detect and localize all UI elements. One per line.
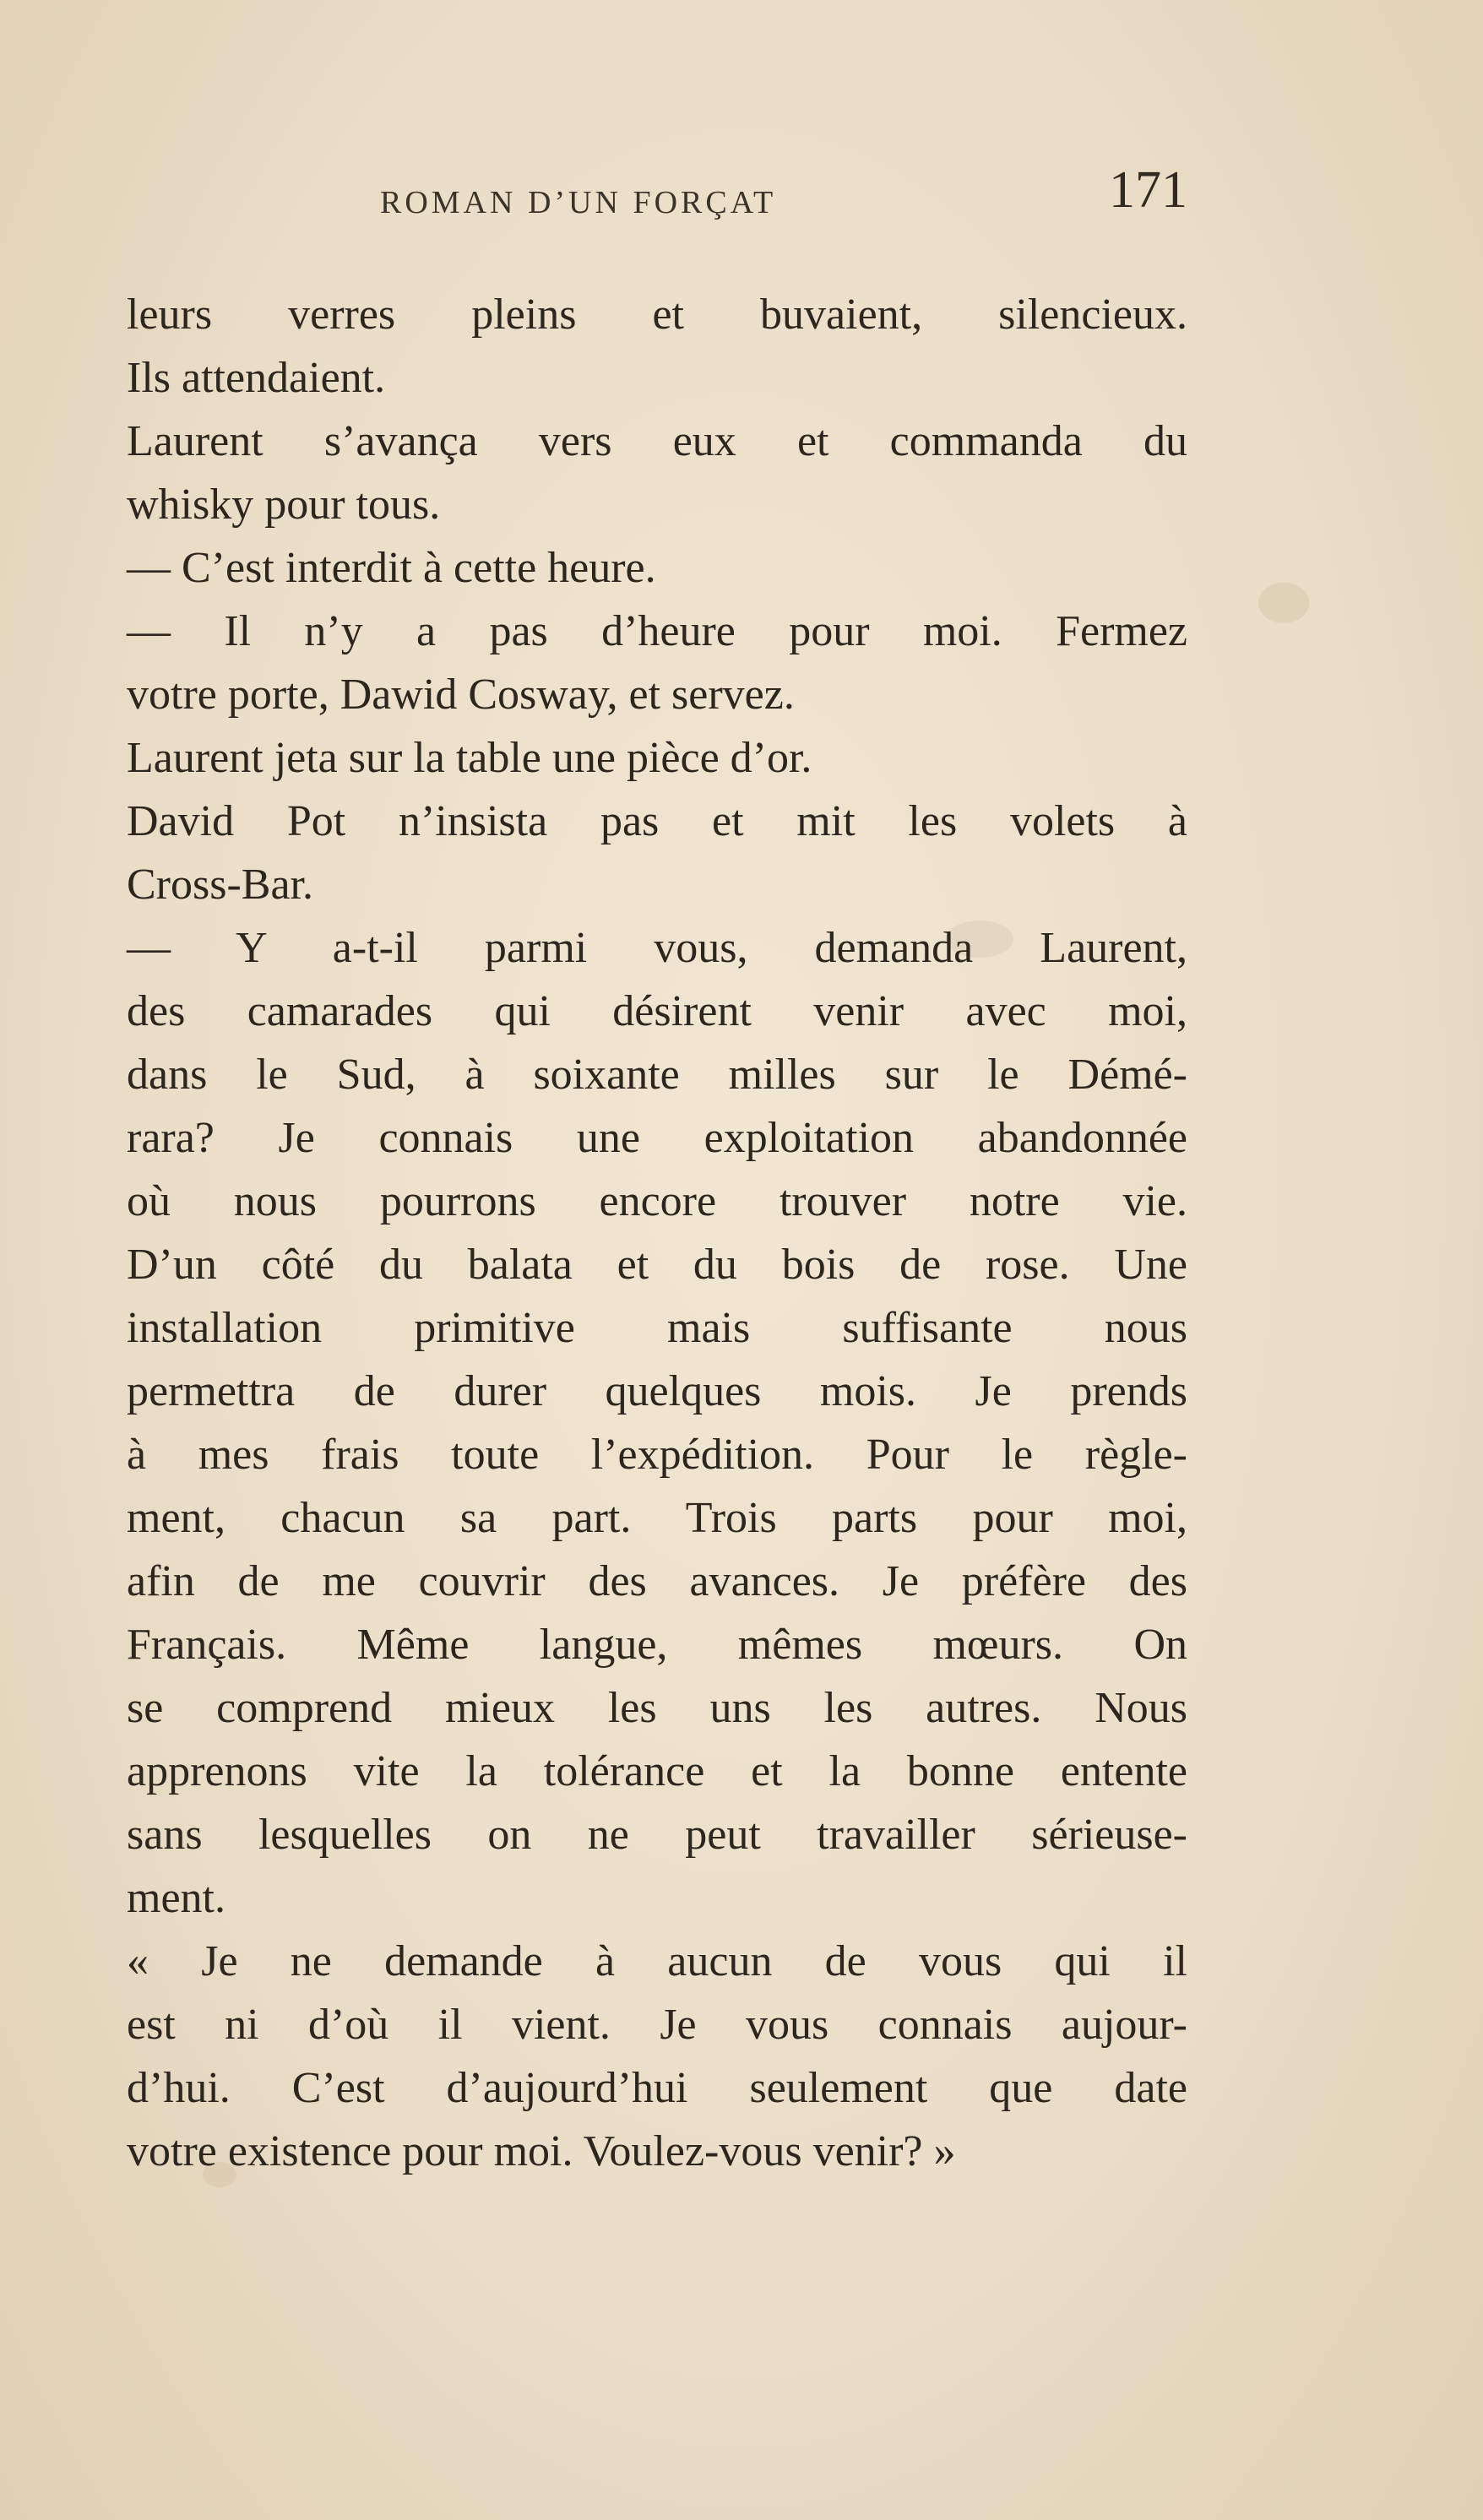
text-line: installation primitive mais suffisante nous <box>127 1304 1187 1352</box>
text-line: dans le Sud, à soixante milles sur le Démé- <box>127 1051 1187 1099</box>
text-line: rara? Je connais une exploitation abandonnée <box>127 1114 1187 1162</box>
text-line: Ils attendaient. <box>127 354 386 402</box>
text-line: permettra de durer quelques mois. Je prends <box>127 1367 1187 1415</box>
text-line: apprenons vite la tolérance et la bonne entente <box>127 1747 1187 1795</box>
running-title: ROMAN D’UN FORÇAT <box>380 185 777 220</box>
text-line: votre porte, Dawid Cosway, et servez. <box>127 671 795 719</box>
text-line: votre existence pour moi. Voulez-vous venir? » <box>127 2127 956 2175</box>
page-number: 171 <box>1109 161 1187 219</box>
text-line: leurs verres pleins et buvaient, silencieux. <box>127 291 1187 339</box>
text-line: Cross-Bar. <box>127 861 313 909</box>
text-line: ment, chacun sa part. Trois parts pour moi, <box>127 1494 1187 1542</box>
text-line: des camarades qui désirent venir avec moi, <box>127 987 1187 1035</box>
text-line: est ni d’où il vient. Je vous connais aujour- <box>127 2001 1187 2049</box>
text-line: — C’est interdit à cette heure. <box>127 544 656 592</box>
text-line: « Je ne demande à aucun de vous qui il <box>127 1937 1187 1985</box>
text-line: Laurent jeta sur la table une pièce d’or. <box>127 734 812 782</box>
text-line: ment. <box>127 1874 225 1922</box>
text-line: sans lesquelles on ne peut travailler sérieuse- <box>127 1811 1187 1859</box>
text-line: D’un côté du balata et du bois de rose. Une <box>127 1241 1187 1289</box>
text-line: où nous pourrons encore trouver notre vie. <box>127 1177 1187 1225</box>
body-text <box>127 283 1187 2183</box>
text-line: d’hui. C’est d’aujourd’hui seulement que date <box>127 2064 1187 2112</box>
paper-stain <box>1258 583 1309 623</box>
text-line: afin de me couvrir des avances. Je préfère des <box>127 1557 1187 1605</box>
text-line: — Il n’y a pas d’heure pour moi. Fermez <box>127 607 1187 655</box>
text-line: — Y a-t-il parmi vous, demanda Laurent, <box>127 924 1187 972</box>
text-line: à mes frais toute l’expédition. Pour le règle- <box>127 1431 1187 1479</box>
page-header <box>127 160 1187 236</box>
text-line: se comprend mieux les uns les autres. Nous <box>127 1684 1187 1732</box>
text-line: Français. Même langue, mêmes mœurs. On <box>127 1621 1187 1669</box>
text-line: David Pot n’insista pas et mit les volets à <box>127 797 1187 845</box>
text-line: whisky pour tous. <box>127 481 441 529</box>
text-line: Laurent s’avança vers eux et commanda du <box>127 417 1187 465</box>
